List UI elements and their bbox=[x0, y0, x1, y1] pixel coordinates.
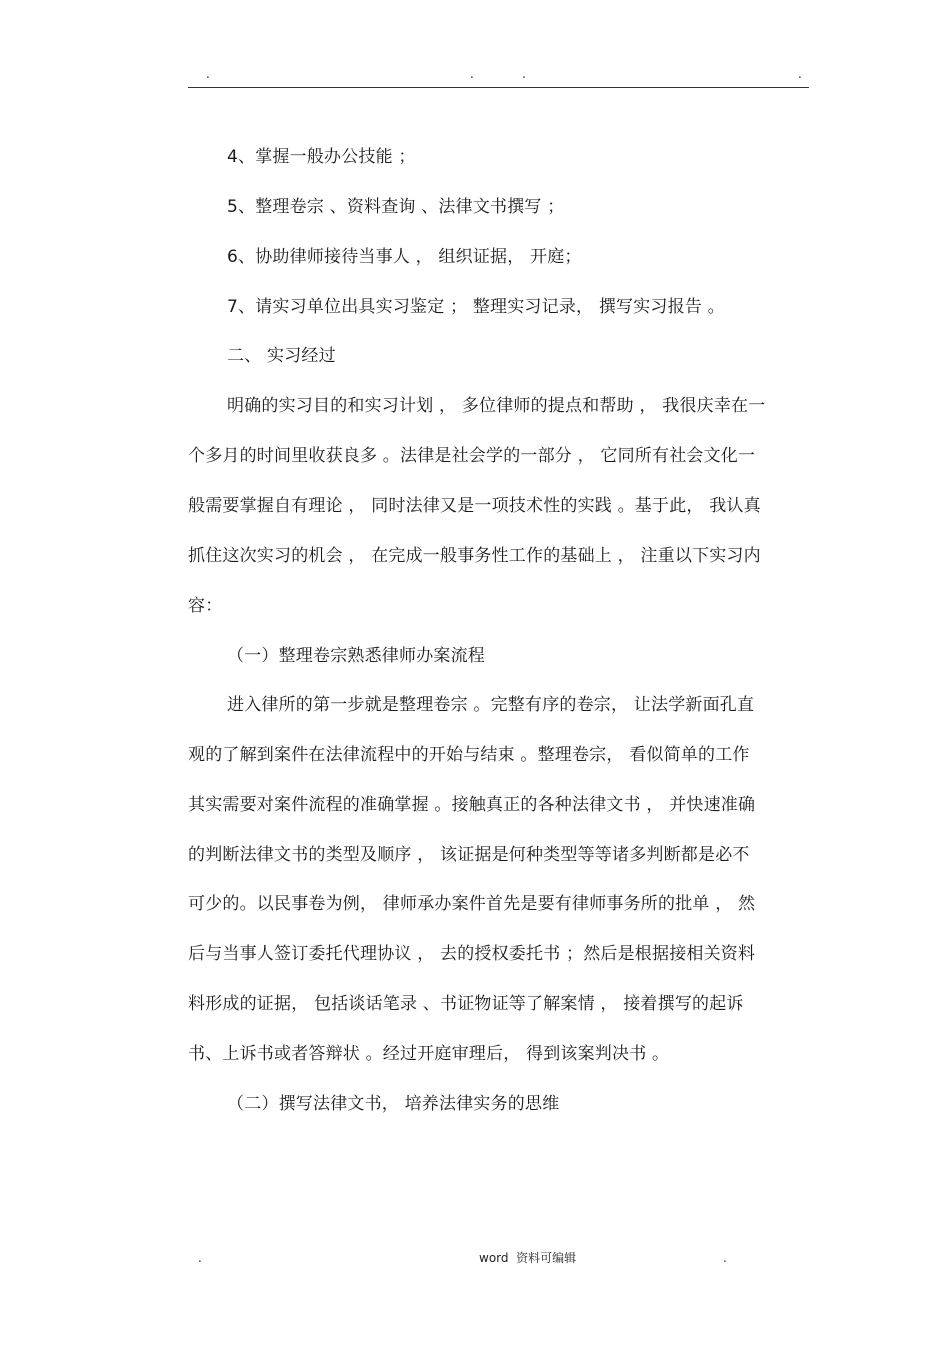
paragraph-line: 书、上诉书或者答辩状 。经过开庭审理后， 得到该案判决书 。 bbox=[188, 1044, 670, 1064]
header-dot: . bbox=[798, 67, 802, 81]
list-item: 6、协助律师接待当事人 ， 组织证据， 开庭； bbox=[227, 247, 582, 267]
header-dot: . bbox=[206, 67, 210, 81]
paragraph-line: 个多月的时间里收获良多 。法律是社会学的一部分 ， 它同所有社会文化一 bbox=[188, 446, 756, 466]
subsection-heading: （一）整理卷宗熟悉律师办案流程 bbox=[227, 646, 485, 666]
subsection-heading: （二）撰写法律文书， 培养法律实务的思维 bbox=[227, 1094, 560, 1114]
paragraph-line: 观的了解到案件在法律流程中的开始与结束 。整理卷宗， 看似简单的工作 bbox=[188, 745, 750, 765]
footer-dot: . bbox=[723, 1251, 727, 1265]
paragraph-line: 料形成的证据， 包括谈话笔录 、书证物证等了解案情 ， 接着撰写的起诉 bbox=[188, 994, 744, 1014]
paragraph-line: 进入律所的第一步就是整理卷宗 。完整有序的卷宗， 让法学新面孔直 bbox=[227, 695, 755, 715]
header-dot: . bbox=[522, 67, 526, 81]
paragraph-line: 抓住这次实习的机会 ， 在完成一般事务性工作的基础上 ， 注重以下实习内 bbox=[188, 546, 761, 566]
paragraph-line: 可少的。以民事卷为例， 律师承办案件首先是要有律师事务所的批单 ， 然 bbox=[188, 894, 756, 914]
header-dot: . bbox=[470, 67, 474, 81]
paragraph-line: 般需要掌握自有理论 ， 同时法律又是一项技术性的实践 。基于此， 我认真 bbox=[188, 496, 761, 516]
paragraph-line: 其实需要对案件流程的准确掌握 。接触真正的各种法律文书 ， 并快速准确 bbox=[188, 795, 756, 815]
footer-dot: . bbox=[198, 1251, 202, 1265]
paragraph-line: 容： bbox=[188, 596, 223, 616]
footer-text: word 资料可编辑 bbox=[479, 1251, 577, 1265]
list-item: 5、整理卷宗 、资料查询 、法律文书撰写 ； bbox=[227, 197, 565, 217]
paragraph-line: 的判断法律文书的类型及顺序 ， 该证据是何种类型等等诸多判断都是必不 bbox=[188, 845, 750, 865]
list-item: 7、请实习单位出具实习鉴定 ； 整理实习记录， 撰写实习报告 。 bbox=[227, 297, 725, 317]
section-heading: 二、 实习经过 bbox=[227, 346, 336, 366]
paragraph-line: 明确的实习目的和实习计划 ， 多位律师的提点和帮助 ， 我很庆幸在一 bbox=[227, 396, 766, 416]
list-item: 4、掌握一般办公技能 ； bbox=[227, 147, 416, 167]
header-rule bbox=[188, 87, 809, 88]
paragraph-line: 后与当事人签订委托代理协议 ， 去的授权委托书 ；然后是根据接相关资料 bbox=[188, 944, 756, 964]
